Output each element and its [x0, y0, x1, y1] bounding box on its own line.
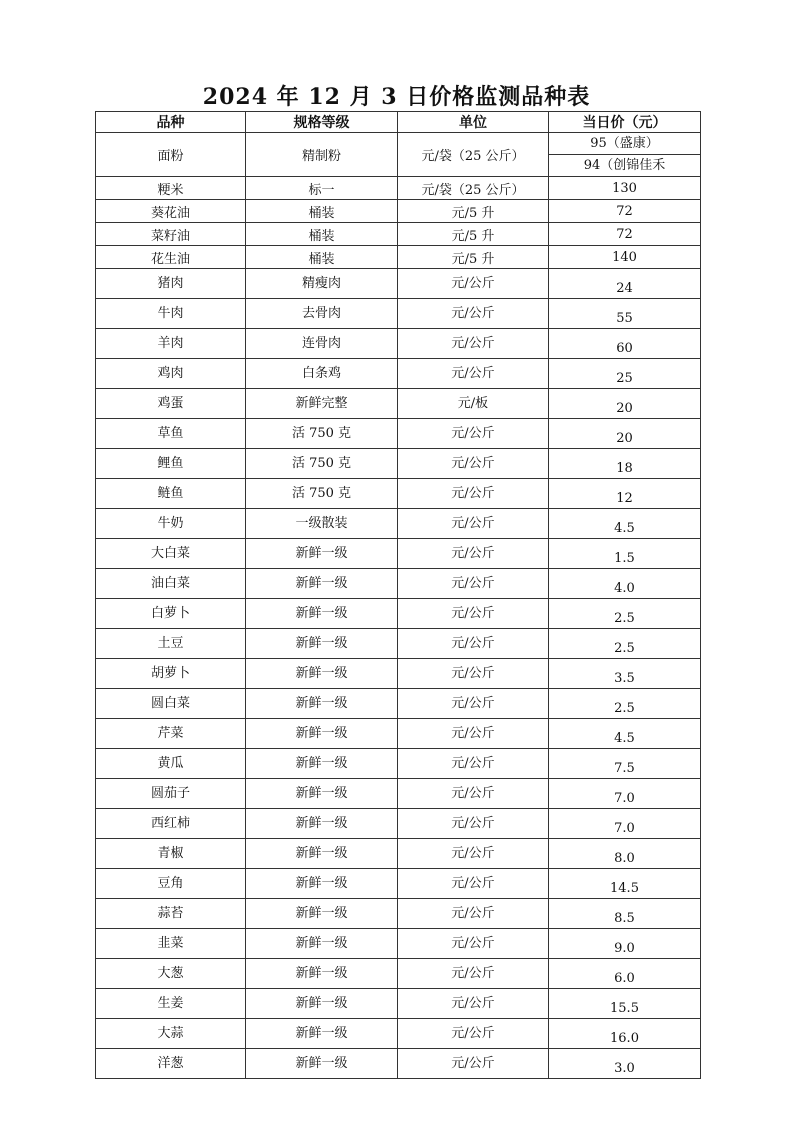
page-title: 2024 年 12 月 3 日价格监测品种表 [202, 84, 591, 110]
table-row [96, 989, 701, 1019]
table-row [96, 509, 701, 539]
cell-unit: 元/公斤 [398, 1019, 549, 1049]
header-price: 当日价（元） [549, 112, 701, 133]
cell-price: 3.0 [549, 1049, 701, 1079]
cell-unit: 元/公斤 [398, 719, 549, 749]
cell-unit: 元/5 升 [398, 200, 549, 223]
header-spec: 规格等级 [246, 112, 398, 133]
table-row [96, 899, 701, 929]
cell-spec: 新鲜一级 [246, 899, 398, 929]
cell-price: 4.5 [549, 719, 701, 749]
cell-unit: 元/公斤 [398, 929, 549, 959]
header-item: 品种 [96, 112, 246, 133]
cell-item: 大葱 [96, 959, 246, 989]
cell-item: 牛奶 [96, 509, 246, 539]
cell-unit: 元/公斤 [398, 809, 549, 839]
cell-price: 15.5 [549, 989, 701, 1019]
cell-spec: 白条鸡 [246, 359, 398, 389]
cell-unit: 元/公斤 [398, 449, 549, 479]
cell-item: 洋葱 [96, 1049, 246, 1079]
table-row [96, 839, 701, 869]
cell-item: 圆白菜 [96, 689, 246, 719]
cell-price: 2.5 [549, 689, 701, 719]
cell-price: 2.5 [549, 629, 701, 659]
cell-spec: 活 750 克 [246, 479, 398, 509]
cell-item: 胡萝卜 [96, 659, 246, 689]
table-row [96, 269, 701, 299]
cell-spec: 新鲜一级 [246, 599, 398, 629]
table-row [96, 1019, 701, 1049]
table-row [96, 719, 701, 749]
cell-spec: 新鲜一级 [246, 809, 398, 839]
cell-price-brand-1: 95（盛康） [590, 136, 659, 151]
table-row [96, 809, 701, 839]
table-row [96, 1049, 701, 1079]
table-row [96, 659, 701, 689]
table-row [96, 329, 701, 359]
cell-item: 韭菜 [96, 929, 246, 959]
cell-spec: 新鲜一级 [246, 1049, 398, 1079]
cell-spec: 桶装 [246, 246, 398, 269]
cell-price: 8.5 [549, 899, 701, 929]
cell-unit: 元/公斤 [398, 869, 549, 899]
cell-price: 4.5 [549, 509, 701, 539]
cell-item: 葵花油 [96, 200, 246, 223]
table-row [96, 569, 701, 599]
cell-unit: 元/公斤 [398, 689, 549, 719]
cell-spec: 新鲜一级 [246, 959, 398, 989]
cell-spec: 精瘦肉 [246, 269, 398, 299]
cell-item: 羊肉 [96, 329, 246, 359]
table-row [96, 246, 701, 269]
table-row [96, 599, 701, 629]
cell-price: 9.0 [549, 929, 701, 959]
table-row [96, 749, 701, 779]
table-row [96, 779, 701, 809]
cell-item: 蒜苔 [96, 899, 246, 929]
cell-spec: 新鲜完整 [246, 389, 398, 419]
cell-spec: 标一 [246, 177, 398, 200]
cell-item: 圆茄子 [96, 779, 246, 809]
cell-price: 1.5 [549, 539, 701, 569]
cell-spec: 新鲜一级 [246, 779, 398, 809]
cell-unit: 元/公斤 [398, 749, 549, 779]
cell-spec: 一级散装 [246, 509, 398, 539]
cell-spec: 精制粉 [246, 133, 398, 177]
cell-spec: 新鲜一级 [246, 659, 398, 689]
cell-price: 72 [549, 200, 701, 223]
cell-item: 油白菜 [96, 569, 246, 599]
cell-item: 青椒 [96, 839, 246, 869]
cell-price: 18 [549, 449, 701, 479]
cell-item: 粳米 [96, 177, 246, 200]
cell-price: 2.5 [549, 599, 701, 629]
cell-price: 20 [549, 419, 701, 449]
cell-price: 25 [549, 359, 701, 389]
cell-unit: 元/公斤 [398, 659, 549, 689]
cell-item: 草鱼 [96, 419, 246, 449]
cell-item: 芹菜 [96, 719, 246, 749]
cell-unit: 元/公斤 [398, 839, 549, 869]
cell-spec: 新鲜一级 [246, 569, 398, 599]
cell-item: 白萝卜 [96, 599, 246, 629]
cell-item: 猪肉 [96, 269, 246, 299]
cell-item: 牛肉 [96, 299, 246, 329]
cell-spec: 新鲜一级 [246, 629, 398, 659]
cell-item: 西红柿 [96, 809, 246, 839]
cell-spec: 新鲜一级 [246, 719, 398, 749]
cell-spec: 活 750 克 [246, 449, 398, 479]
cell-item: 豆角 [96, 869, 246, 899]
cell-spec: 新鲜一级 [246, 539, 398, 569]
cell-unit: 元/公斤 [398, 359, 549, 389]
cell-unit: 元/袋（25 公斤） [398, 133, 549, 177]
cell-spec: 新鲜一级 [246, 929, 398, 959]
table-row [96, 133, 701, 177]
cell-unit: 元/公斤 [398, 569, 549, 599]
cell-price: 4.0 [549, 569, 701, 599]
cell-price: 7.5 [549, 749, 701, 779]
cell-unit: 元/公斤 [398, 329, 549, 359]
cell-item: 菜籽油 [96, 223, 246, 246]
cell-price: 12 [549, 479, 701, 509]
cell-item: 土豆 [96, 629, 246, 659]
cell-spec: 新鲜一级 [246, 869, 398, 899]
table-header-row [96, 112, 701, 133]
table-row [96, 359, 701, 389]
table-row [96, 689, 701, 719]
cell-unit: 元/公斤 [398, 779, 549, 809]
cell-price: 8.0 [549, 839, 701, 869]
cell-item: 面粉 [96, 133, 246, 177]
cell-spec: 连骨肉 [246, 329, 398, 359]
table-row [96, 629, 701, 659]
cell-price: 55 [549, 299, 701, 329]
cell-unit: 元/公斤 [398, 1049, 549, 1079]
cell-price: 3.5 [549, 659, 701, 689]
cell-unit: 元/公斤 [398, 509, 549, 539]
cell-unit: 元/公斤 [398, 959, 549, 989]
cell-unit: 元/袋（25 公斤） [398, 177, 549, 200]
cell-unit: 元/公斤 [398, 539, 549, 569]
cell-spec: 新鲜一级 [246, 839, 398, 869]
cell-item: 黄瓜 [96, 749, 246, 779]
cell-price-split [549, 133, 701, 177]
cell-price: 140 [549, 246, 701, 269]
cell-price: 7.0 [549, 779, 701, 809]
cell-item: 鲢鱼 [96, 479, 246, 509]
cell-unit: 元/公斤 [398, 299, 549, 329]
table-row [96, 539, 701, 569]
cell-unit: 元/5 升 [398, 223, 549, 246]
cell-price: 7.0 [549, 809, 701, 839]
cell-unit: 元/公斤 [398, 629, 549, 659]
cell-price: 20 [549, 389, 701, 419]
cell-price: 14.5 [549, 869, 701, 899]
cell-item: 大蒜 [96, 1019, 246, 1049]
cell-item: 大白菜 [96, 539, 246, 569]
cell-unit: 元/公斤 [398, 989, 549, 1019]
price-table [95, 111, 701, 1079]
table-row [96, 449, 701, 479]
table-row [96, 389, 701, 419]
cell-price: 130 [549, 177, 701, 200]
cell-price: 60 [549, 329, 701, 359]
table-row [96, 419, 701, 449]
header-unit: 单位 [398, 112, 549, 133]
cell-price: 72 [549, 223, 701, 246]
cell-unit: 元/公斤 [398, 899, 549, 929]
table-row [96, 479, 701, 509]
cell-price: 6.0 [549, 959, 701, 989]
cell-item: 花生油 [96, 246, 246, 269]
table-row [96, 177, 701, 200]
cell-item: 鸡蛋 [96, 389, 246, 419]
table-row [96, 929, 701, 959]
cell-unit: 元/公斤 [398, 479, 549, 509]
cell-unit: 元/公斤 [398, 419, 549, 449]
cell-spec: 桶装 [246, 200, 398, 223]
cell-spec: 去骨肉 [246, 299, 398, 329]
table-row [96, 299, 701, 329]
table-row [96, 200, 701, 223]
cell-spec: 新鲜一级 [246, 1019, 398, 1049]
cell-price: 24 [549, 269, 701, 299]
cell-spec: 新鲜一级 [246, 989, 398, 1019]
cell-spec: 桶装 [246, 223, 398, 246]
cell-price: 16.0 [549, 1019, 701, 1049]
table-row [96, 869, 701, 899]
cell-unit: 元/5 升 [398, 246, 549, 269]
cell-item: 鲤鱼 [96, 449, 246, 479]
cell-spec: 活 750 克 [246, 419, 398, 449]
cell-unit: 元/公斤 [398, 269, 549, 299]
cell-item: 生姜 [96, 989, 246, 1019]
table-row [96, 223, 701, 246]
table-row [96, 959, 701, 989]
cell-unit: 元/公斤 [398, 599, 549, 629]
cell-spec: 新鲜一级 [246, 749, 398, 779]
cell-unit: 元/板 [398, 389, 549, 419]
cell-item: 鸡肉 [96, 359, 246, 389]
cell-price-brand-2: 94（创锦佳禾 [549, 154, 700, 176]
cell-spec: 新鲜一级 [246, 689, 398, 719]
